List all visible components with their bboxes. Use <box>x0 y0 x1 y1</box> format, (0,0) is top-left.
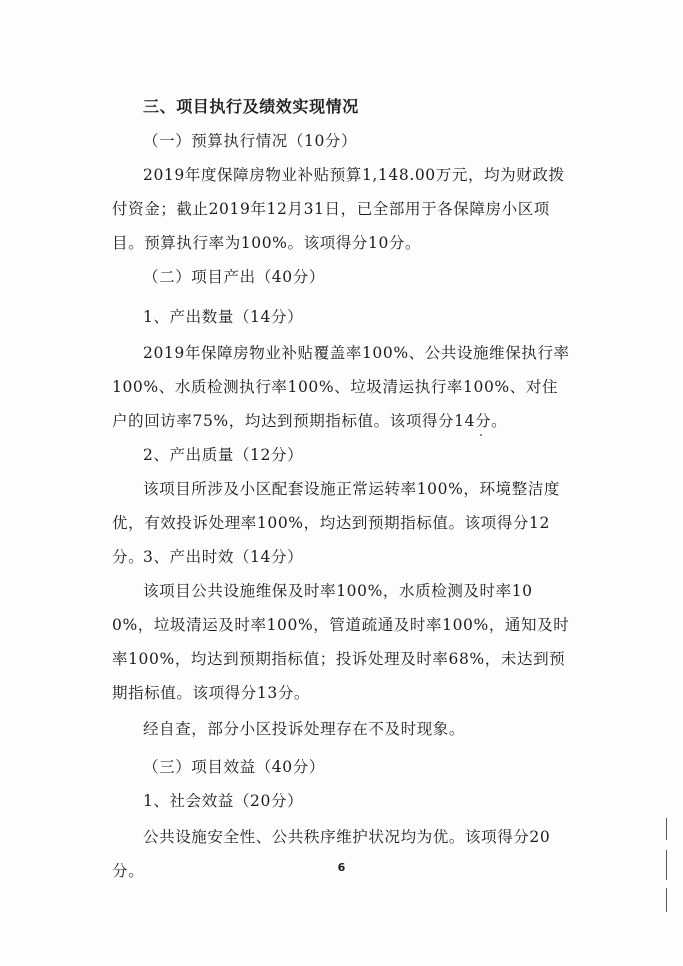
paragraph-budget-execution: 2019年度保障房物业补贴预算1,148.00万元，均为财政拨付资金；截止2019年12月31日，已全部用于各保障房小区项目。预算执行率为100%。该项得分10分。 <box>112 166 565 252</box>
scan-artifact <box>666 818 667 840</box>
heading-output-timeliness: 3、产出时效（14分） <box>143 548 304 566</box>
scan-artifact <box>666 850 667 880</box>
subsection-project-output: （二）项目产出（40分） <box>143 268 325 286</box>
paragraph-output-timeliness: 该项目公共设施维保及时率100%，水质检测及时率100%，垃圾清运及时率100%，管道疏通及时率100%，通知及时率100%，均达到预期指标值；投诉处理及时率68%，未达到预期指标值。该项得分13分。 <box>112 582 570 702</box>
paragraph-social-benefit: 公共设施安全性、公共秩序维护状况均为优。该项得分20分。 <box>112 828 551 880</box>
scan-speck <box>480 434 482 436</box>
paragraph-output-quantity: 2019年保障房物业补贴覆盖率100%、公共设施维保执行率100%、水质检测执行率100%、垃圾清运执行率100%、对住户的回访率75%，均达到预期指标值。该项得分14分。 <box>112 344 570 430</box>
subsection-project-benefit: （三）项目效益（40分） <box>143 758 325 776</box>
paragraph-self-check: 经自查，部分小区投诉处理存在不及时现象。 <box>143 720 466 738</box>
section-heading: 三、项目执行及绩效实现情况 <box>143 97 359 116</box>
subsection-budget-execution: （一）预算执行情况（10分） <box>143 132 358 150</box>
paragraph-output-quality: 该项目所涉及小区配套设施正常运转率100%，环境整洁度优，有效投诉处理率100%，均达到预期指标值。该项得分12分。 <box>112 480 561 566</box>
scan-artifact <box>666 888 667 912</box>
heading-output-quantity: 1、产出数量（14分） <box>143 308 304 326</box>
page-number: 6 <box>337 861 346 874</box>
heading-social-benefit: 1、社会效益（20分） <box>143 792 304 810</box>
heading-output-quality: 2、产出质量（12分） <box>143 446 304 464</box>
